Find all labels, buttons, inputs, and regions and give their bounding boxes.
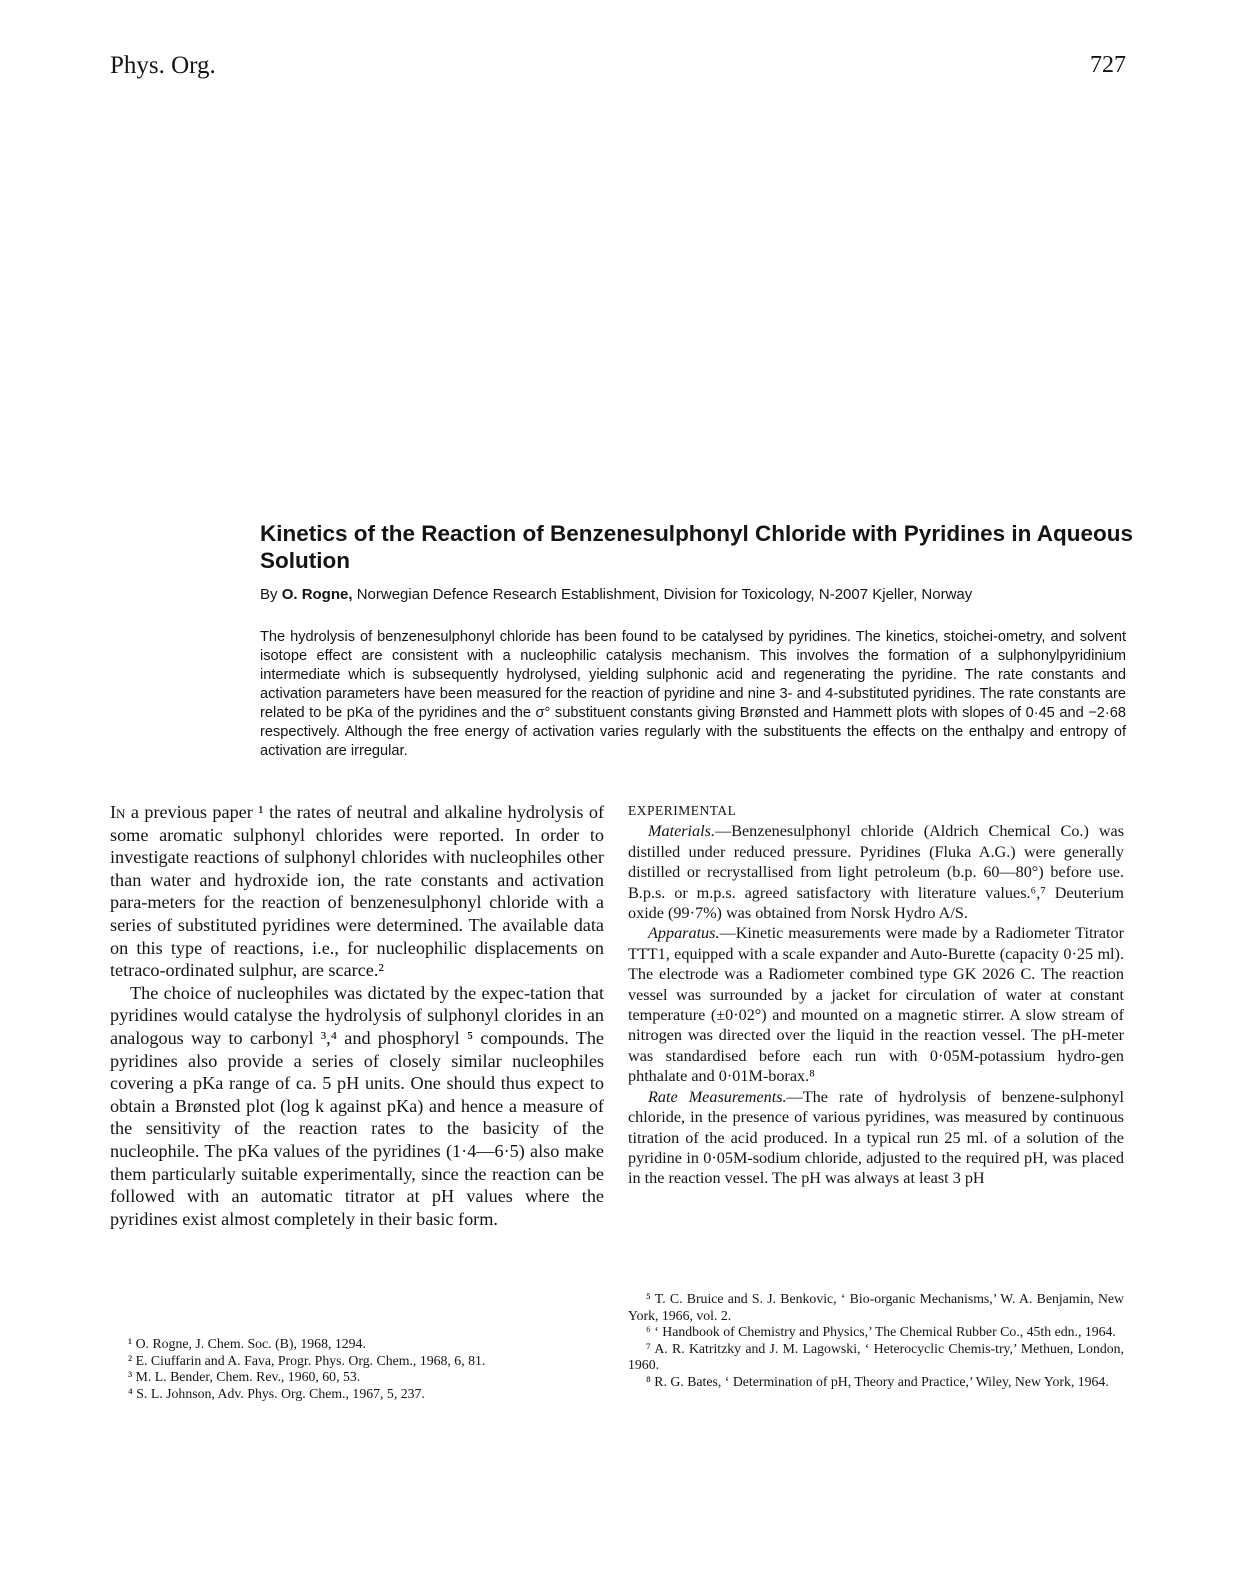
abstract: The hydrolysis of benzenesulphonyl chloride has been found to be catalysed by pyridines. The kinetics, stoichei-ometry, and solvent isotope effect are consistent with a nucleophilic catalysis mechanism. This involves the formation of a sulphonylpyridinium intermediate which is subsequently hydrolysed, yielding sulphonic acid and regenerating the pyridine. The rate constants and activation parameters have been measured for the reaction of pyridine and nine 3- and 4-substituted pyridines. The rate constants are related to be pKa of the pyridines and the σ° substituent constants giving Brønsted and Hammett plots with slopes of 0·45 and −2·68 respectively. Although the free energy of activation varies regularly with the substituents the effects on the enthalpy and entropy of activation are irregular. bbox=[260, 629, 1126, 759]
footnote-1: ¹ O. Rogne, J. Chem. Soc. (B), 1968, 1294. bbox=[128, 1336, 366, 1351]
right-footnotes bbox=[628, 1291, 1124, 1390]
rate-measurements-label: Rate Measurements. bbox=[648, 1087, 787, 1106]
apparatus-paragraph bbox=[628, 923, 1124, 1086]
right-column bbox=[628, 801, 1124, 1189]
footnote-3: ³ M. L. Bender, Chem. Rev., 1960, 60, 53. bbox=[128, 1369, 361, 1384]
materials-paragraph bbox=[628, 821, 1124, 923]
footnote-6: ⁶ ‘ Handbook of Chemistry and Physics,’ The Chemical Rubber Co., 45th edn., 1964. bbox=[646, 1324, 1116, 1339]
footnote-7: ⁷ A. R. Katritzky and J. M. Lagowski, ‘ Heterocyclic Chemis-try,’ Methuen, London, 1960. bbox=[628, 1340, 1124, 1372]
intro-paragraph-1-text: a previous paper ¹ the rates of neutral and alkaline hydrolysis of some aromatic sulphonyl chlorides were reported. In order to investigate reactions of sulphonyl chlorides with nucleophiles other than water and hydroxide ion, the rate constants and activation para-meters for the reaction of benzenesulphonyl chloride with a series of substituted pyridines were determined. The available data on this type of reactions, i.e., for nucleophilic displacements on tetraco-ordinated sulphur, are scarce.² bbox=[110, 802, 604, 981]
section-heading-experimental: EXPERIMENTAL bbox=[628, 803, 737, 818]
apparatus-label: Apparatus. bbox=[648, 924, 720, 943]
apparatus-text: —Kinetic measurements were made by a Radiometer Titrator TTT1, equipped with a scale expander and Auto-Burette (capacity 0·25 ml). The electrode was a Radiometer combined type GK 2026 C. The reaction vessel was surrounded by a jacket for circulation of water at constant temperature (±0·02°) and mounted on a magnetic stirrer. A slow stream of nitrogen was directed over the liquid in the reaction vessel. The pH-meter was standardised before each run with 0·05M-potassium hydro-gen phthalate and 0·01M-borax.⁸ bbox=[628, 924, 1124, 1086]
page-number: 727 bbox=[1090, 52, 1126, 78]
rate-measurements-text: —The rate of hydrolysis of benzene-sulphonyl chloride, in the presence of various pyridines, was measured by continuous titration of the acid produced. In a typical run 25 ml. of a solution of the pyridine in 0·05M-sodium chloride, adjusted to the required pH, was placed in the reaction vessel. The pH was always at least 3 pH bbox=[628, 1087, 1124, 1188]
footnote-5: ⁵ T. C. Bruice and S. J. Benkovic, ‘ Bio-organic Mechanisms,’ W. A. Benjamin, New York, 1966, vol. 2. bbox=[628, 1291, 1124, 1323]
intro-paragraph-1 bbox=[110, 801, 604, 982]
author-name: O. Rogne, bbox=[281, 586, 353, 603]
drop-cap-word: In bbox=[110, 802, 126, 822]
materials-text: —Benzenesulphonyl chloride (Aldrich Chemical Co.) was distilled under reduced pressure. Pyridines (Fluka A.G.) were generally distilled or recrystallised from light petroleum (b.p. 60—80°) before use. B.p.s. or m.p.s. agreed satisfactory with literature values.⁶,⁷ Deuterium oxide (99·7%) was obtained from Norsk Hydro A/S. bbox=[628, 822, 1124, 923]
byline-prefix: By bbox=[260, 586, 278, 603]
left-footnotes bbox=[110, 1336, 604, 1402]
materials-label: Materials. bbox=[648, 822, 715, 841]
footnote-8: ⁸ R. G. Bates, ‘ Determination of pH, Theory and Practice,’ Wiley, New York, 1964. bbox=[646, 1373, 1109, 1389]
byline bbox=[260, 585, 1140, 605]
intro-paragraph-2: The choice of nucleophiles was dictated by the expec-tation that pyridines would catalyse the hydrolysis of sulphonyl clorides in an analogous way to carbonyl ³,⁴ and phosphoryl ⁵ compounds. The pyridines also provide a series of closely similar nucleophiles covering a pKa range of ca. 5 pH units. One should thus expect to obtain a Brønsted plot (log k against pKa) and hence a measure of the sensitivity of the reaction rates to the basicity of the nucleophile. The pKa values of the pyridines (1·4—6·5) also make them particularly suitable experimentally, since the reaction can be followed with an automatic titrator at pH values where the pyridines exist almost completely in their basic form. bbox=[110, 982, 604, 1229]
affiliation: Norwegian Defence Research Establishment, Division for Toxicology, N-2007 Kjeller, Norway bbox=[356, 586, 973, 603]
rate-measurements-paragraph bbox=[628, 1087, 1124, 1189]
left-column bbox=[110, 801, 604, 1230]
running-head: Phys. Org. bbox=[110, 52, 216, 79]
article-title: Kinetics of the Reaction of Benzenesulphonyl Chloride with Pyridines in Aqueous Solution bbox=[260, 521, 1134, 573]
footnote-2: ² E. Ciuffarin and A. Fava, Progr. Phys. Org. Chem., 1968, 6, 81. bbox=[128, 1352, 486, 1368]
footnote-4: ⁴ S. L. Johnson, Adv. Phys. Org. Chem., 1967, 5, 237. bbox=[128, 1385, 425, 1401]
